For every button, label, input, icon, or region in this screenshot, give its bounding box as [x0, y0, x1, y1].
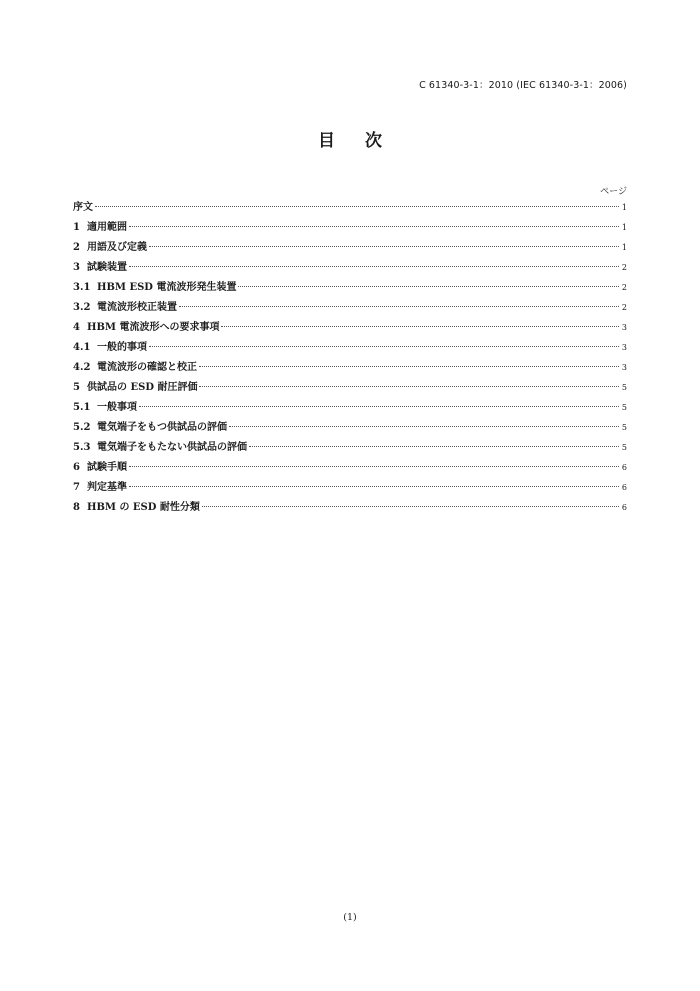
toc-entry-number: 2 — [73, 242, 80, 253]
toc-entry-label: 序文 — [73, 202, 93, 213]
toc-entry-label: HBM 電流波形への要求事項 — [87, 322, 220, 333]
toc-entry-label: 電流波形校正装置 — [97, 302, 177, 313]
toc-leader — [129, 466, 619, 467]
page-number: (1) — [343, 912, 357, 923]
toc-entry-page: 3 — [621, 363, 627, 372]
toc-entry-5[interactable] — [73, 378, 627, 398]
toc-entry-6[interactable] — [73, 458, 627, 478]
toc-entry-page: 1 — [621, 243, 627, 252]
toc-entry-5-1[interactable] — [73, 398, 627, 418]
toc-leader — [179, 306, 619, 307]
toc-entry-number: 3 — [73, 262, 80, 273]
toc-entry-5-3[interactable] — [73, 438, 627, 458]
toc-entry-page: 3 — [621, 343, 627, 352]
toc-entry-page: 2 — [621, 303, 627, 312]
toc-entry-number: 1 — [73, 222, 80, 233]
toc-leader — [149, 346, 619, 347]
toc-entry-label: 適用範囲 — [87, 222, 127, 233]
toc-entry-2[interactable] — [73, 238, 627, 258]
toc-entry-label: 試験手順 — [87, 462, 127, 473]
toc-entry-page: 1 — [621, 223, 627, 232]
toc-leader — [202, 506, 619, 507]
toc-leader — [249, 446, 619, 447]
toc-entry-5-2[interactable] — [73, 418, 627, 438]
toc-entry-label: 一般的事項 — [97, 342, 147, 353]
toc-entry-label: 用語及び定義 — [87, 242, 147, 253]
toc-leader — [221, 326, 619, 327]
toc-leader — [129, 226, 619, 227]
toc-entry-page: 3 — [621, 323, 627, 332]
toc-leader — [139, 406, 619, 407]
toc-entry-page: 6 — [621, 503, 627, 512]
toc-entry-1[interactable] — [73, 218, 627, 238]
toc-entry-label: 電気端子をもたない供試品の評価 — [97, 442, 247, 453]
toc-entry-4[interactable] — [73, 318, 627, 338]
toc-entry-7[interactable] — [73, 478, 627, 498]
toc-entry-page: 6 — [621, 483, 627, 492]
toc-entry-label: 判定基準 — [87, 482, 127, 493]
toc-entry-3-2[interactable] — [73, 298, 627, 318]
toc-entry-page: 2 — [621, 263, 627, 272]
toc-leader — [129, 266, 619, 267]
toc-entry-label: HBM の ESD 耐性分類 — [87, 502, 200, 513]
toc-entry-number: 5 — [73, 382, 80, 393]
toc-leader — [199, 366, 619, 367]
toc-entry-8[interactable] — [73, 498, 627, 518]
toc-entry-number: 4.1 — [73, 342, 91, 353]
toc-entry-label: 一般事項 — [97, 402, 137, 413]
toc-entry-4-1[interactable] — [73, 338, 627, 358]
toc-leader — [95, 206, 619, 207]
toc-leader — [129, 486, 619, 487]
toc-entry-number: 8 — [73, 502, 80, 513]
toc-entry-label: HBM ESD 電流波形発生装置 — [97, 282, 237, 293]
toc-entry-page: 6 — [621, 463, 627, 472]
toc-entry-page: 5 — [621, 403, 627, 412]
toc-entry-preface[interactable] — [73, 198, 627, 218]
toc-entry-number: 4 — [73, 322, 80, 333]
toc-entry-number: 3.1 — [73, 282, 91, 293]
toc-entry-label: 電気端子をもつ供試品の評価 — [97, 422, 227, 433]
toc-entry-page: 5 — [621, 443, 627, 452]
standard-code: C 61340-3-1：2010 (IEC 61340-3-1：2006) — [419, 80, 627, 91]
page-column-label: ページ — [600, 187, 627, 197]
toc-entry-label: 試験装置 — [87, 262, 127, 273]
toc-leader — [229, 426, 619, 427]
toc-entry-number: 3.2 — [73, 302, 91, 313]
toc-entry-label: 電流波形の確認と校正 — [97, 362, 197, 373]
toc-entry-page: 5 — [621, 383, 627, 392]
toc-entry-3-1[interactable] — [73, 278, 627, 298]
toc-leader — [238, 286, 619, 287]
toc-entry-4-2[interactable] — [73, 358, 627, 378]
toc-leader — [149, 246, 619, 247]
toc-entry-number: 5.1 — [73, 402, 91, 413]
toc-entry-page: 1 — [621, 203, 627, 212]
toc-entry-number: 5.2 — [73, 422, 91, 433]
toc-entry-label: 供試品の ESD 耐圧評価 — [87, 382, 198, 393]
toc-entry-page: 2 — [621, 283, 627, 292]
toc-entry-number: 7 — [73, 482, 80, 493]
page-title: 目 次 — [318, 131, 394, 151]
toc-entry-3[interactable] — [73, 258, 627, 278]
table-of-contents — [73, 198, 627, 518]
toc-entry-page: 5 — [621, 423, 627, 432]
toc-leader — [199, 386, 619, 387]
toc-entry-number: 4.2 — [73, 362, 91, 373]
toc-entry-number: 6 — [73, 462, 80, 473]
toc-entry-number: 5.3 — [73, 442, 91, 453]
